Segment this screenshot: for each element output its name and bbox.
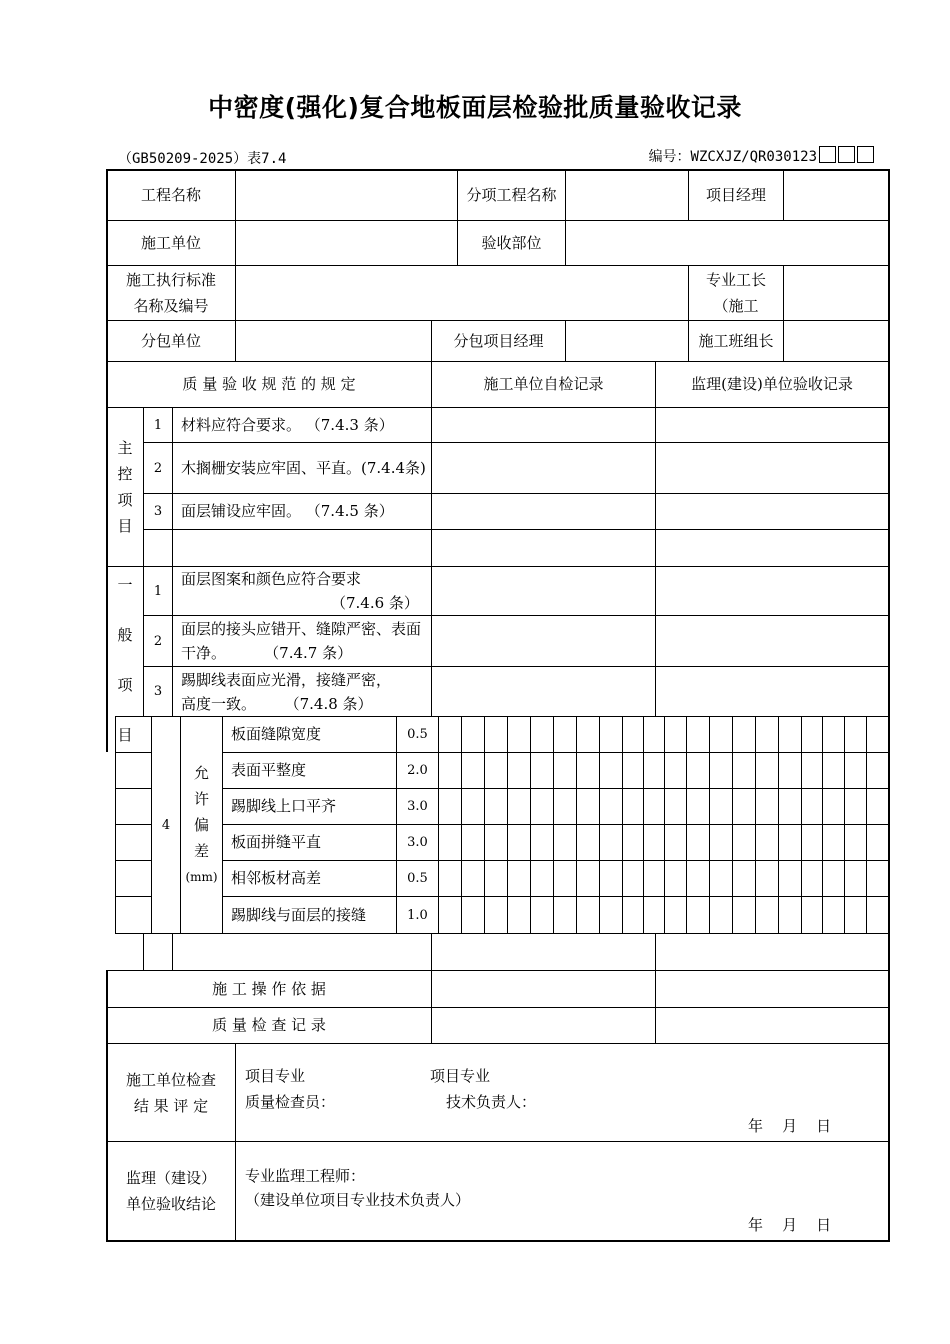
subcontract-unit-field[interactable]: [236, 321, 431, 361]
general-item-no: 3: [153, 684, 163, 699]
tech-lead-prefix: 项目专业: [430, 1067, 491, 1085]
main-item-text: 木搁栅安装应牢固、平直。(7.4.4条): [181, 458, 426, 477]
main-items-char: 主: [117, 439, 133, 457]
general-item-line: 干净。 （7.4.7 条）: [181, 644, 353, 662]
main-item-supervision[interactable]: [656, 494, 888, 529]
main-item-no: 3: [153, 504, 163, 519]
main-items-char: 项: [117, 491, 133, 509]
quality-inspector-label: 质量检查员：: [245, 1093, 336, 1111]
foreman-line: 专业工长: [705, 271, 766, 289]
supervision-eval-label: [107, 1142, 235, 1239]
main-item-self-check[interactable]: [432, 408, 655, 442]
subproject-name-field[interactable]: [566, 170, 688, 220]
supervision-column-header: 监理(建设)单位验收记录: [691, 375, 853, 393]
main-items-char: 目: [117, 517, 133, 535]
main-items-label: [107, 408, 143, 566]
standard-name-field[interactable]: [236, 266, 688, 320]
general-item-self-check[interactable]: [432, 567, 655, 615]
main-item-text: 面层铺设应牢固。 （7.4.5 条）: [181, 502, 394, 520]
main-item-blank[interactable]: [173, 530, 431, 566]
page-title: 中密度(强化)复合地板面层检验批质量验收记录: [208, 93, 742, 122]
supervision-eval-line: 监理（建设）: [125, 1168, 216, 1187]
acceptance-part-label: 验收部位: [481, 233, 542, 252]
owner-tech-lead-label: （建设单位项目专业技术负责人）: [245, 1191, 471, 1209]
deviation-char: 允: [193, 764, 209, 782]
deviation-char: 差: [193, 842, 209, 860]
construction-unit-label: 施工单位: [140, 233, 201, 252]
main-item-supervision[interactable]: [656, 443, 888, 493]
construction-eval-area[interactable]: [236, 1044, 888, 1141]
deviation-no: 4: [161, 817, 171, 833]
foreman-line: （施工: [713, 297, 759, 315]
standard-name-label: [107, 266, 235, 320]
deviation-label: [181, 717, 222, 933]
operation-basis-label: 施 工 操 作 依 据: [212, 979, 326, 998]
deviation-item: 表面平整度: [231, 761, 307, 779]
deviation-value: 3.0: [407, 835, 428, 850]
general-item-text: [173, 567, 431, 615]
construction-eval-line: 结 果 评 定: [133, 1096, 209, 1115]
self-check-column-header: 施工单位自检记录: [483, 375, 604, 393]
inspection-record-supervision[interactable]: [656, 1008, 888, 1043]
subcontract-unit-label: 分包单位: [140, 331, 201, 350]
general-item-line: 高度一致。 （7.4.8 条）: [181, 694, 373, 713]
general-item-line: 面层的接头应错开、缝隙严密、表面: [181, 620, 422, 638]
deviation-value: 1.0: [407, 907, 428, 923]
deviation-value: 0.5: [407, 871, 428, 886]
subcontract-manager-field[interactable]: [566, 321, 688, 361]
tech-lead-label: 技术负责人：: [446, 1093, 537, 1111]
document-code-label: 编号：WZCXJZ/QR030123: [648, 149, 817, 165]
general-item-no: 2: [153, 633, 163, 649]
main-items-char: 控: [117, 465, 133, 483]
general-item-line: 踢脚线表面应光滑，接缝严密，: [181, 670, 392, 689]
deviation-item: 踢脚线与面层的接缝: [231, 905, 367, 924]
deviation-item: 相邻板材高差: [231, 869, 322, 887]
deviation-item: 踢脚线上口平齐: [231, 797, 337, 815]
construction-unit-field[interactable]: [236, 221, 457, 265]
supervision-engineer-label: 专业监理工程师：: [245, 1167, 366, 1185]
code-box[interactable]: [857, 146, 874, 163]
general-item-no: 1: [153, 583, 163, 599]
standard-name-line: 施工执行标准: [125, 271, 216, 289]
team-leader-label: 施工班组长: [698, 331, 774, 350]
general-items-char: 一: [117, 575, 133, 594]
general-item-supervision[interactable]: [656, 616, 888, 666]
construction-eval-line: 施工单位检查: [125, 1070, 216, 1089]
supervision-eval-date: 年 月 日: [748, 1216, 832, 1234]
project-manager-field[interactable]: [784, 170, 888, 220]
standard-reference: （GB50209-2025）表7.4: [118, 151, 287, 167]
spec-column-header: 质 量 验 收 规 范 的 规 定: [182, 375, 356, 393]
general-items-char: 项: [117, 675, 133, 694]
deviation-item: 板面缝隙宽度: [231, 725, 322, 743]
quality-inspector-prefix: 项目专业: [245, 1067, 306, 1085]
inspection-record-label: 质 量 检 查 记 录: [212, 1016, 326, 1034]
deviation-value: 2.0: [407, 763, 428, 778]
general-item-self-check[interactable]: [432, 667, 655, 716]
general-item-text: [173, 667, 431, 716]
operation-basis-supervision[interactable]: [656, 971, 888, 1007]
main-item-self-check[interactable]: [432, 494, 655, 529]
deviation-value: 0.5: [407, 727, 428, 742]
general-item-line: 面层图案和颜色应符合要求: [181, 570, 362, 588]
code-box[interactable]: [838, 146, 855, 163]
supervision-eval-line: 单位验收结论: [125, 1194, 216, 1213]
main-item-supervision[interactable]: [656, 408, 888, 442]
inspection-record-self-check[interactable]: [432, 1008, 655, 1043]
general-items-char: 目: [117, 725, 133, 744]
construction-eval-label: [107, 1044, 235, 1141]
deviation-char: 偏: [193, 816, 209, 834]
deviation-char: 许: [193, 790, 209, 808]
subproject-name-label: 分项工程名称: [466, 185, 557, 204]
deviation-item: 板面拼缝平直: [231, 833, 322, 851]
deviation-value: 3.0: [407, 799, 428, 814]
deviation-unit: (mm): [185, 870, 218, 884]
subcontract-manager-label: 分包项目经理: [453, 331, 544, 350]
supervision-eval-area[interactable]: [236, 1142, 888, 1239]
main-item-self-check[interactable]: [432, 443, 655, 493]
project-name-label: 工程名称: [140, 185, 201, 204]
team-leader-field[interactable]: [784, 321, 888, 361]
operation-basis-self-check[interactable]: [432, 971, 655, 1007]
main-item-text: 材料应符合要求。 （7.4.3 条）: [181, 415, 394, 434]
document-code: [649, 146, 874, 166]
foreman-field[interactable]: [784, 266, 888, 320]
project-name-field[interactable]: [236, 170, 457, 220]
construction-eval-date: 年 月 日: [748, 1117, 832, 1135]
main-item-no: 1: [153, 417, 163, 433]
general-items-char: 般: [117, 625, 133, 644]
general-item-self-check[interactable]: [432, 616, 655, 666]
general-item-supervision[interactable]: [656, 567, 888, 615]
general-item-supervision[interactable]: [656, 667, 888, 716]
foreman-label: [689, 266, 783, 320]
code-box[interactable]: [819, 146, 836, 163]
general-item-text: [173, 616, 431, 666]
standard-name-line: 名称及编号: [133, 297, 209, 315]
general-item-line: （7.4.6 条）: [331, 594, 419, 612]
main-item-no: 2: [153, 460, 163, 476]
project-manager-label: 项目经理: [705, 185, 766, 204]
acceptance-part-field[interactable]: [566, 221, 888, 265]
